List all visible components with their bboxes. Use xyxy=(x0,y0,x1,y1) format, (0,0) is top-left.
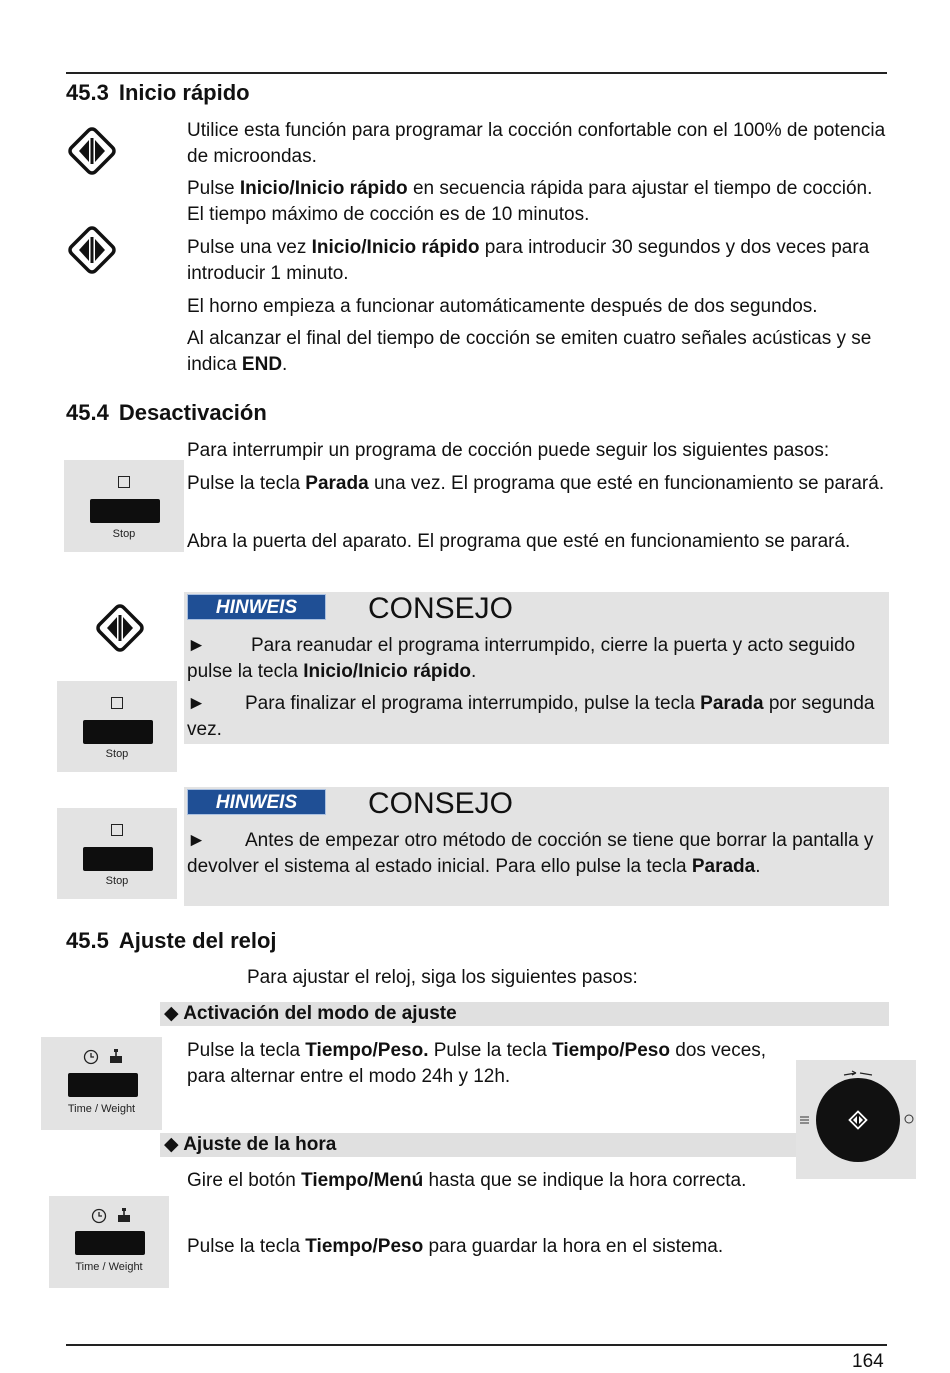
bullet-arrow-icon: ► xyxy=(187,693,206,714)
quick-paragraph-3: Pulse una vez Inicio/Inicio rápido para introducir 30 segundos y dos veces para introducir 1 minuto. xyxy=(187,237,870,284)
square-icon xyxy=(111,824,123,836)
weight-icon xyxy=(108,1048,124,1064)
quick-paragraph-4: El horno empieza a funcionar automáticamente después de dos segundos. xyxy=(187,296,818,317)
section-heading-45-4: 45.4 Desactivación xyxy=(66,400,267,425)
weight-icon xyxy=(116,1207,132,1223)
deact-paragraph-2: Pulse la tecla Parada una vez. El programa que esté en funcionamiento se parará. xyxy=(187,473,885,494)
tip1-bullet-2: ► Para finalizar el programa interrumpido, pulse la tecla Parada por segunda vez. xyxy=(187,693,875,740)
section-heading-45-3: 45.3 Inicio rápido xyxy=(66,80,250,105)
start-icon xyxy=(67,225,117,275)
start-icon xyxy=(67,126,117,176)
clock-icon xyxy=(91,1208,107,1224)
deact-paragraph-1: Para interrumpir un programa de cocción puede seguir los siguientes pasos: xyxy=(187,440,830,461)
subheading-activation: ◆ Activación del modo de ajuste xyxy=(160,1002,889,1026)
footer-rule xyxy=(66,1344,887,1346)
quick-paragraph-2: Pulse Inicio/Inicio rápido en secuencia rápida para ajustar el tiempo de cocción. El tiempo máximo de cocción es de 10 minutos. xyxy=(187,178,873,225)
clock-icon xyxy=(83,1049,99,1065)
square-icon xyxy=(118,476,130,488)
diamond-bullet-icon: ◆ xyxy=(164,1134,179,1155)
quick-paragraph-5: Al alcanzar el final del tiempo de cocción se emiten cuatro señales acústicas y se indica END. xyxy=(187,328,872,375)
time-weight-key xyxy=(68,1073,138,1097)
time-weight-key xyxy=(75,1231,145,1255)
time-weight-button-image xyxy=(41,1037,162,1130)
tip-heading: CONSEJO xyxy=(368,787,514,820)
stop-key xyxy=(83,847,153,871)
top-rule xyxy=(66,72,887,74)
tip-heading: CONSEJO xyxy=(368,592,514,625)
stop-key xyxy=(83,720,153,744)
stop-label: Stop xyxy=(105,875,129,887)
diamond-bullet-icon: ◆ xyxy=(164,1003,179,1024)
stop-button-image xyxy=(57,681,177,772)
stop-key xyxy=(90,499,160,523)
time-weight-label: Time / Weight xyxy=(75,1261,143,1273)
deact-paragraph-3: Abra la puerta del aparato. El programa que esté en funcionamiento se parará. xyxy=(187,531,851,552)
stop-button-image xyxy=(64,460,184,552)
quick-paragraph-1: Utilice esta función para programar la cocción confortable con el 100% de potencia de microondas. xyxy=(187,120,886,167)
stop-label: Stop xyxy=(105,748,129,760)
clock-intro: Para ajustar el reloj, siga los siguientes pasos: xyxy=(247,967,638,988)
tip2-bullet-1: ► Antes de empezar otro método de cocción se tiene que borrar la pantalla y devolver el sistema al estado inicial. Para ello pulse la tecla Parada. xyxy=(187,830,874,877)
section-heading-45-5: 45.5 Ajuste del reloj xyxy=(66,928,277,953)
time-setting-paragraph-1: Gire el botón Tiempo/Menú hasta que se indique la hora correcta. xyxy=(187,1170,747,1191)
stop-button-image xyxy=(57,808,177,899)
activation-paragraph: Pulse la tecla Tiempo/Peso. Pulse la tecla Tiempo/Peso dos veces, para alternar entre el modo 24h y 12h. xyxy=(187,1040,767,1087)
subheading-time-setting: ◆ Ajuste de la hora xyxy=(160,1133,796,1157)
square-icon xyxy=(111,697,123,709)
hinweis-badge: HINWEIS xyxy=(187,594,326,620)
time-weight-label: Time / Weight xyxy=(67,1103,136,1115)
bullet-arrow-icon: ► xyxy=(187,830,206,851)
time-setting-paragraph-2: Pulse la tecla Tiempo/Peso para guardar la hora en el sistema. xyxy=(187,1236,724,1257)
page-number: 164 xyxy=(852,1351,884,1372)
tip1-bullet-1: ► Para reanudar el programa interrumpido, cierre la puerta y acto seguido pulse la tecla Inicio/Inicio rápido. xyxy=(187,635,856,682)
hinweis-badge: HINWEIS xyxy=(187,789,326,815)
knob-icon xyxy=(796,1060,916,1179)
knob-image xyxy=(796,1060,916,1179)
bullet-arrow-icon: ► xyxy=(187,635,206,656)
time-weight-button-image xyxy=(49,1196,169,1288)
stop-label: Stop xyxy=(112,528,136,540)
start-icon xyxy=(95,603,145,653)
